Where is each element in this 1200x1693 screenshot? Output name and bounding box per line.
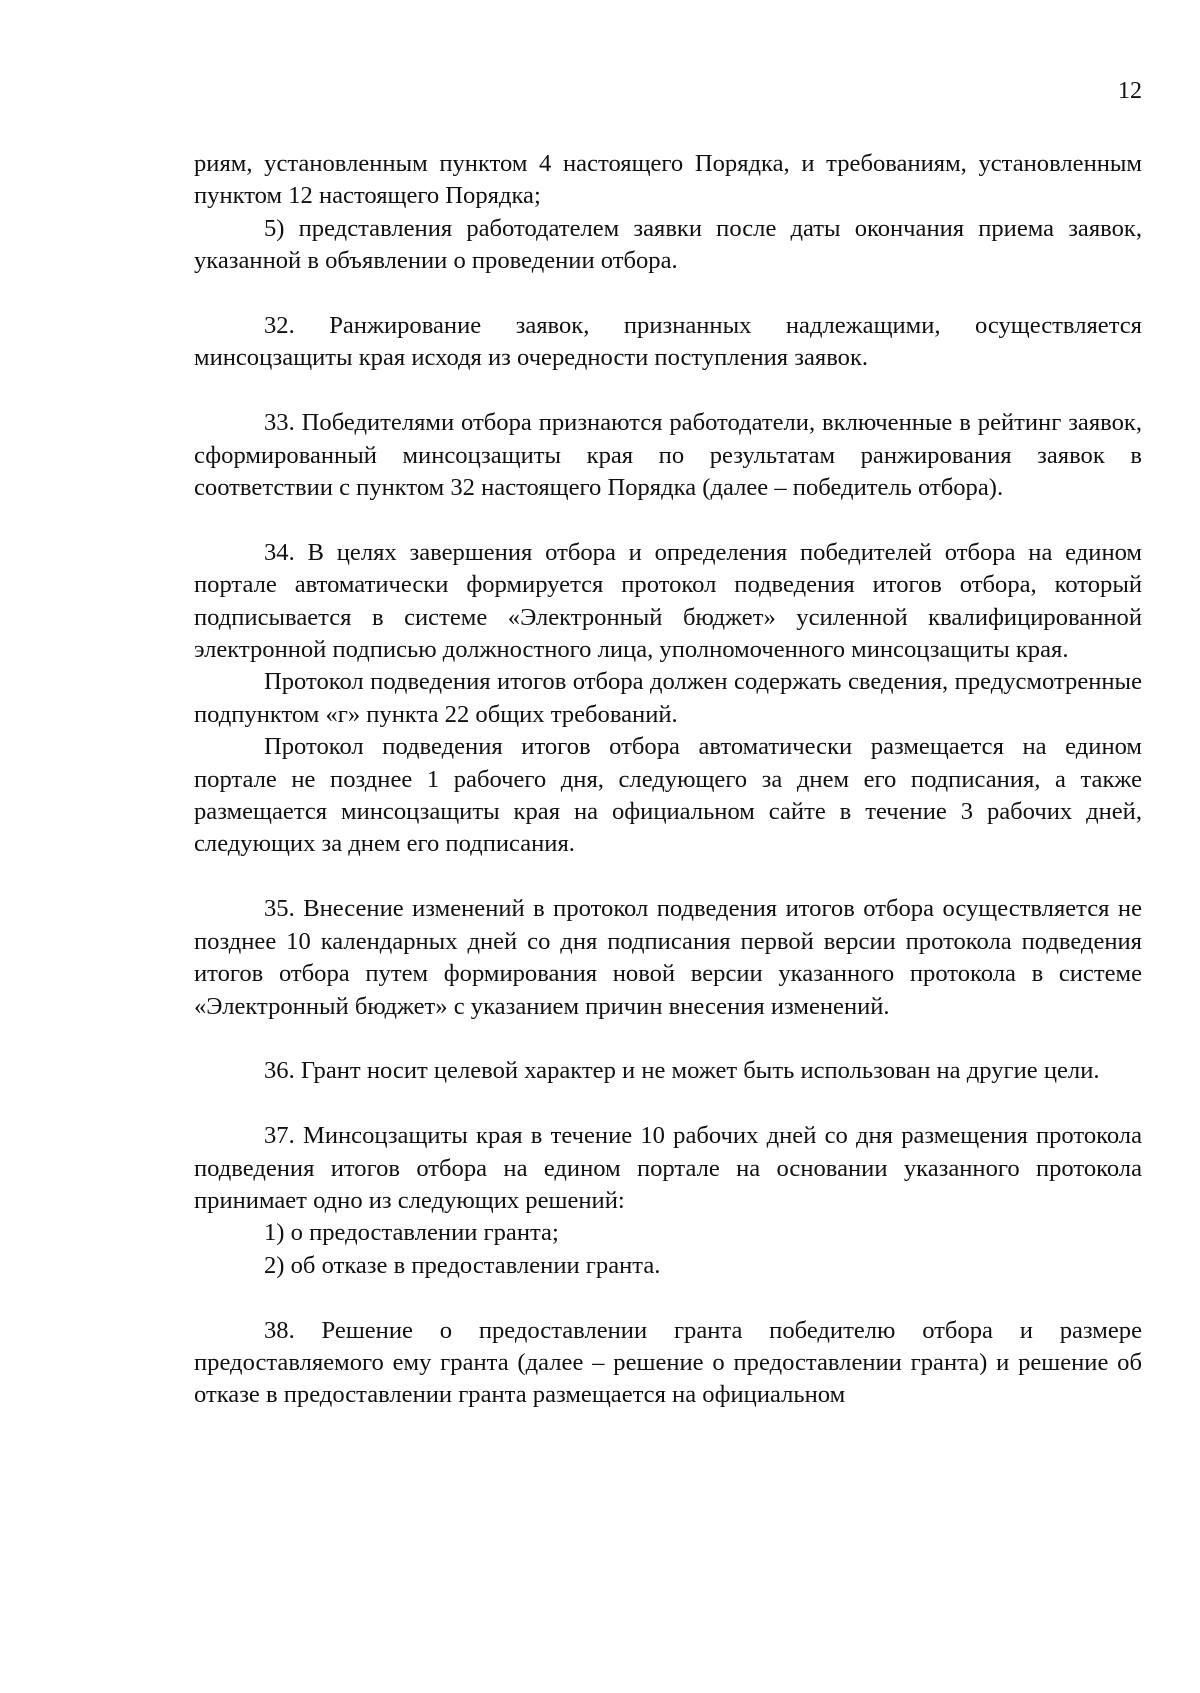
paragraph-clause-38: 38. Решение о предоставлении гранта победителю отбора и размере предоставляемого ему гранта (далее – решение о предоставлении гранта) и решение об отказе в предоставлении гранта размещается на официальном [194, 1316, 1142, 1409]
paragraph-clause-35: 35. Внесение изменений в протокол подведения итогов отбора осуществляется не позднее 10 календарных дней со дня подписания первой версии протокола подведения итогов отбора путем формирования новой версии указанного протокола в системе «Электронный бюджет» с указанием причин внесения изменений. [194, 895, 1142, 1020]
paragraph-clause-37: 37. Минсоцзащиты края в течение 10 рабочих дней со дня размещения протокола подведения итогов отбора на едином портале на основании указанного протокола принимает одно из следующих решений: [194, 1122, 1142, 1214]
paragraph-clause-36: 36. Грант носит целевой характер и не может быть использован на другие цели. [264, 1057, 1100, 1085]
list-item-grant-approval: 1) о предоставлении гранта; [264, 1219, 559, 1247]
paragraph-clause-34-part-2: Протокол подведения итогов отбора должен содержать сведения, предусмотренные подпунктом «г» пункта 22 общих требований. [194, 668, 1142, 728]
paragraph-clause-34-part-3: Протокол подведения итогов отбора автоматически размещается на едином портале не позднее 1 рабочего дня, следующего за днем его подписания, а также размещается минсоцзащиты края на официальном сайте в течение 3 рабочих дней, следующих за днем его подписания. [194, 733, 1142, 858]
paragraph-continuation: риям, установленным пунктом 4 настоящего Порядка, и требованиям, установленным пунктом 12 настоящего Порядка; [194, 150, 1142, 210]
paragraph-clause-32: 32. Ранжирование заявок, признанных надлежащими, осуществляется минсоцзащиты края исходя из очередности поступления заявок. [194, 312, 1142, 372]
paragraph-clause-34: 34. В целях завершения отбора и определения победителей отбора на едином портале автоматически формируется протокол подведения итогов отбора, который подписывается в системе «Электронный бюджет» усиленной квалифицированной электронной подписью должностного лица, уполномоченного минсоцзащиты края. [194, 538, 1142, 664]
list-item-grant-refusal: 2) об отказе в предоставлении гранта. [264, 1251, 661, 1279]
paragraph-item-5: 5) представления работодателем заявки после даты окончания приема заявок, указанной в объявлении о проведении отбора. [194, 214, 1142, 275]
document-body [194, 148, 1142, 1412]
paragraph-clause-33: 33. Победителями отбора признаются работодатели, включенные в рейтинг заявок, сформированный минсоцзащиты края по результатам ранжирования заявок в соответствии с пунктом 32 настоящего Порядка (далее – победитель отбора). [194, 409, 1142, 502]
page-number: 12 [1118, 78, 1142, 104]
